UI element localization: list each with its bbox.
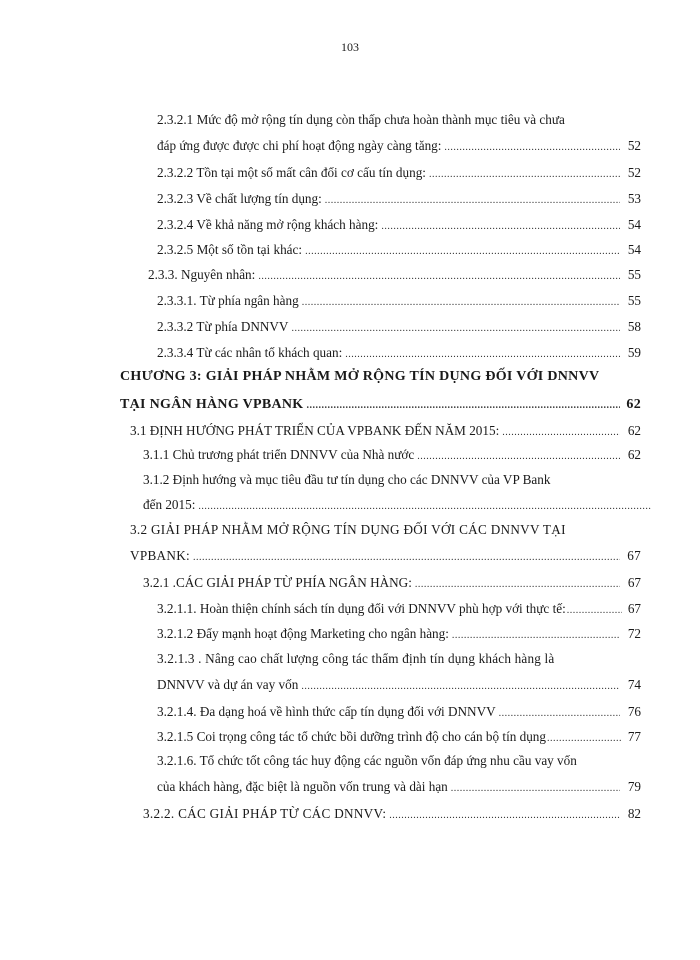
toc-page-number: 76 xyxy=(627,704,641,719)
toc-entry-title: đến 2015: xyxy=(143,497,196,512)
toc-entry-chapter-3[interactable] xyxy=(120,365,641,418)
toc-entry-title-line1: 3.1.2 Định hướng và mục tiêu đầu tư tín dụng cho các DNNVV của VP Bank xyxy=(143,472,551,487)
toc-entry-title: 2.3.3.2 Từ phía DNNVV xyxy=(157,319,289,334)
toc-entry-title: 3.2.1.5 Coi trọng công tác tổ chức bồi dưỡng trình độ cho cán bộ tín dụng xyxy=(157,729,546,744)
toc-entry-3-2-1-5[interactable] xyxy=(157,725,641,750)
dot-leader xyxy=(429,163,620,186)
dot-leader xyxy=(302,291,620,314)
toc-entry-3-2-1[interactable] xyxy=(143,571,641,596)
toc-entry-title: 2.3.2.3 Về chất lượng tín dụng: xyxy=(157,191,322,206)
toc-entry-title-line1: 3.2.1.3 . Nâng cao chất lượng công tác thẩm định tín dụng khách hàng là xyxy=(157,651,555,666)
dot-leader xyxy=(325,189,620,212)
toc-entry-title: 2.3.2.2 Tồn tại một số mất cân đối cơ cấu tín dụng: xyxy=(157,165,426,180)
toc-entry-3-2-1-6[interactable] xyxy=(157,749,641,800)
dot-leader xyxy=(567,599,622,622)
toc-entry-title: 3.1.1 Chủ trương phát triển DNNVV của Nhà nước xyxy=(143,447,415,462)
toc-page-number: 67 xyxy=(627,548,641,563)
dot-leader xyxy=(444,136,620,159)
page-number: 103 xyxy=(341,40,359,54)
toc-entry-2-3-3-2[interactable] xyxy=(157,315,641,340)
toc-entry-title: 2.3.3.1. Từ phía ngân hàng xyxy=(157,293,299,308)
toc-entry-title: 3.1 ĐỊNH HƯỚNG PHÁT TRIỂN CỦA VPBANK ĐẾN NĂM 2015: xyxy=(130,423,500,438)
toc-entry-3-2-1-3[interactable] xyxy=(157,647,641,698)
toc-page-number: 52 xyxy=(627,165,641,180)
toc-entry-3-2-1-4[interactable] xyxy=(157,700,641,725)
dot-leader xyxy=(305,240,620,263)
toc-entry-title-line1: 3.2.1.6. Tổ chức tốt công tác huy động các nguồn vốn đáp ứng nhu cầu vay vốn xyxy=(157,753,577,768)
toc-entry-3-2-1-1[interactable] xyxy=(157,597,641,622)
toc-entry-2-3-3[interactable] xyxy=(148,263,641,288)
toc-page-number: 62 xyxy=(626,397,641,412)
toc-page-number: 67 xyxy=(627,601,641,616)
toc-entry-title: 3.2.1.2 Đẩy mạnh hoạt động Marketing cho ngân hàng: xyxy=(157,626,449,641)
toc-entry-title: 2.3.3. Nguyên nhân: xyxy=(148,267,256,282)
dot-leader xyxy=(417,445,620,468)
toc-page-number: 82 xyxy=(627,806,641,821)
toc-entry-title: DNNVV và dự án vay vốn xyxy=(157,677,299,692)
toc-page-number: 67 xyxy=(627,575,641,590)
dot-leader xyxy=(193,546,620,569)
toc-entry-2-3-3-4[interactable] xyxy=(157,341,641,366)
toc-page-number: 54 xyxy=(627,217,641,232)
dot-leader xyxy=(415,573,620,596)
dot-leader xyxy=(547,727,622,750)
toc-entry-2-3-2-4[interactable] xyxy=(157,213,641,238)
toc-entry-title-line1: 3.2 GIẢI PHÁP NHẰM MỞ RỘNG TÍN DỤNG ĐỐI VỚI CÁC DNNVV TẠI xyxy=(130,522,566,537)
dot-leader xyxy=(451,777,620,800)
dot-leader xyxy=(258,265,620,288)
toc-page-number: 53 xyxy=(627,191,641,206)
toc-entry-title: 2.3.3.4 Từ các nhân tố khách quan: xyxy=(157,345,343,360)
toc-entry-2-3-2-2[interactable] xyxy=(157,161,641,186)
toc-entry-title: 3.2.1.4. Đa dạng hoá về hình thức cấp tín dụng đối với DNNVV xyxy=(157,704,496,719)
toc-entry-3-1-2[interactable] xyxy=(143,468,655,518)
toc-page-number: 54 xyxy=(627,242,641,257)
toc-entry-2-3-2-5[interactable] xyxy=(157,238,641,263)
toc-entry-title: VPBANK: xyxy=(130,548,190,563)
dot-leader xyxy=(291,317,620,340)
toc-page-number: 79 xyxy=(627,779,641,794)
toc-entry-3-1[interactable] xyxy=(130,419,641,444)
toc-entry-title: 3.2.1 .CÁC GIẢI PHÁP TỪ PHÍA NGÂN HÀNG: xyxy=(143,575,412,590)
dot-leader xyxy=(389,804,620,827)
dot-leader xyxy=(301,675,620,698)
toc-entry-title: 2.3.2.4 Về khả năng mở rộng khách hàng: xyxy=(157,217,379,232)
toc-page-number: 58 xyxy=(627,319,641,334)
toc-entry-3-2-1-2[interactable] xyxy=(157,622,641,647)
dot-leader xyxy=(345,343,620,366)
dot-leader xyxy=(306,394,620,418)
toc-entry-3-1-1[interactable] xyxy=(143,443,641,468)
toc-entry-3-2-2[interactable] xyxy=(143,802,641,827)
toc-entry-2-3-2-1[interactable] xyxy=(157,108,641,159)
toc-entry-title: đáp ứng được được chi phí hoạt động ngày càng tăng: xyxy=(157,138,442,153)
toc-page-number: 55 xyxy=(627,293,641,308)
toc-entry-title: 3.2.1.1. Hoàn thiện chính sách tín dụng đối với DNNVV phù hợp với thực tế: xyxy=(157,601,566,616)
dot-leader xyxy=(198,495,652,518)
toc-page-number: 72 xyxy=(627,626,641,641)
toc-entry-title-line1: CHƯƠNG 3: GIẢI PHÁP NHẰM MỞ RỘNG TÍN DỤNG ĐỐI VỚI DNNVV xyxy=(120,369,600,384)
toc-page-number: 52 xyxy=(627,138,641,153)
dot-leader xyxy=(499,702,620,725)
dot-leader xyxy=(452,624,620,647)
toc-page-number: 62 xyxy=(627,423,641,438)
dot-leader xyxy=(381,215,620,238)
dot-leader xyxy=(502,421,620,444)
toc-page-number: 59 xyxy=(627,345,641,360)
toc-page-number: 74 xyxy=(627,677,641,692)
toc-entry-2-3-2-3[interactable] xyxy=(157,187,641,212)
toc-entry-title: TẠI NGÂN HÀNG VPBANK xyxy=(120,397,304,412)
toc-page-number: 62 xyxy=(627,447,641,462)
toc-entry-3-2[interactable] xyxy=(130,518,641,569)
toc-page-number: 55 xyxy=(627,267,641,282)
toc-entry-title-line1: 2.3.2.1 Mức độ mở rộng tín dụng còn thấp chưa hoàn thành mục tiêu và chưa xyxy=(157,112,565,127)
toc-entry-title: 2.3.2.5 Một số tồn tại khác: xyxy=(157,242,303,257)
toc-page-number: 77 xyxy=(627,729,641,744)
toc-entry-title: của khách hàng, đặc biệt là nguồn vốn trung và dài hạn xyxy=(157,779,448,794)
toc-entry-title: 3.2.2. CÁC GIẢI PHÁP TỪ CÁC DNNVV: xyxy=(143,806,387,821)
toc-entry-2-3-3-1[interactable] xyxy=(157,289,641,314)
